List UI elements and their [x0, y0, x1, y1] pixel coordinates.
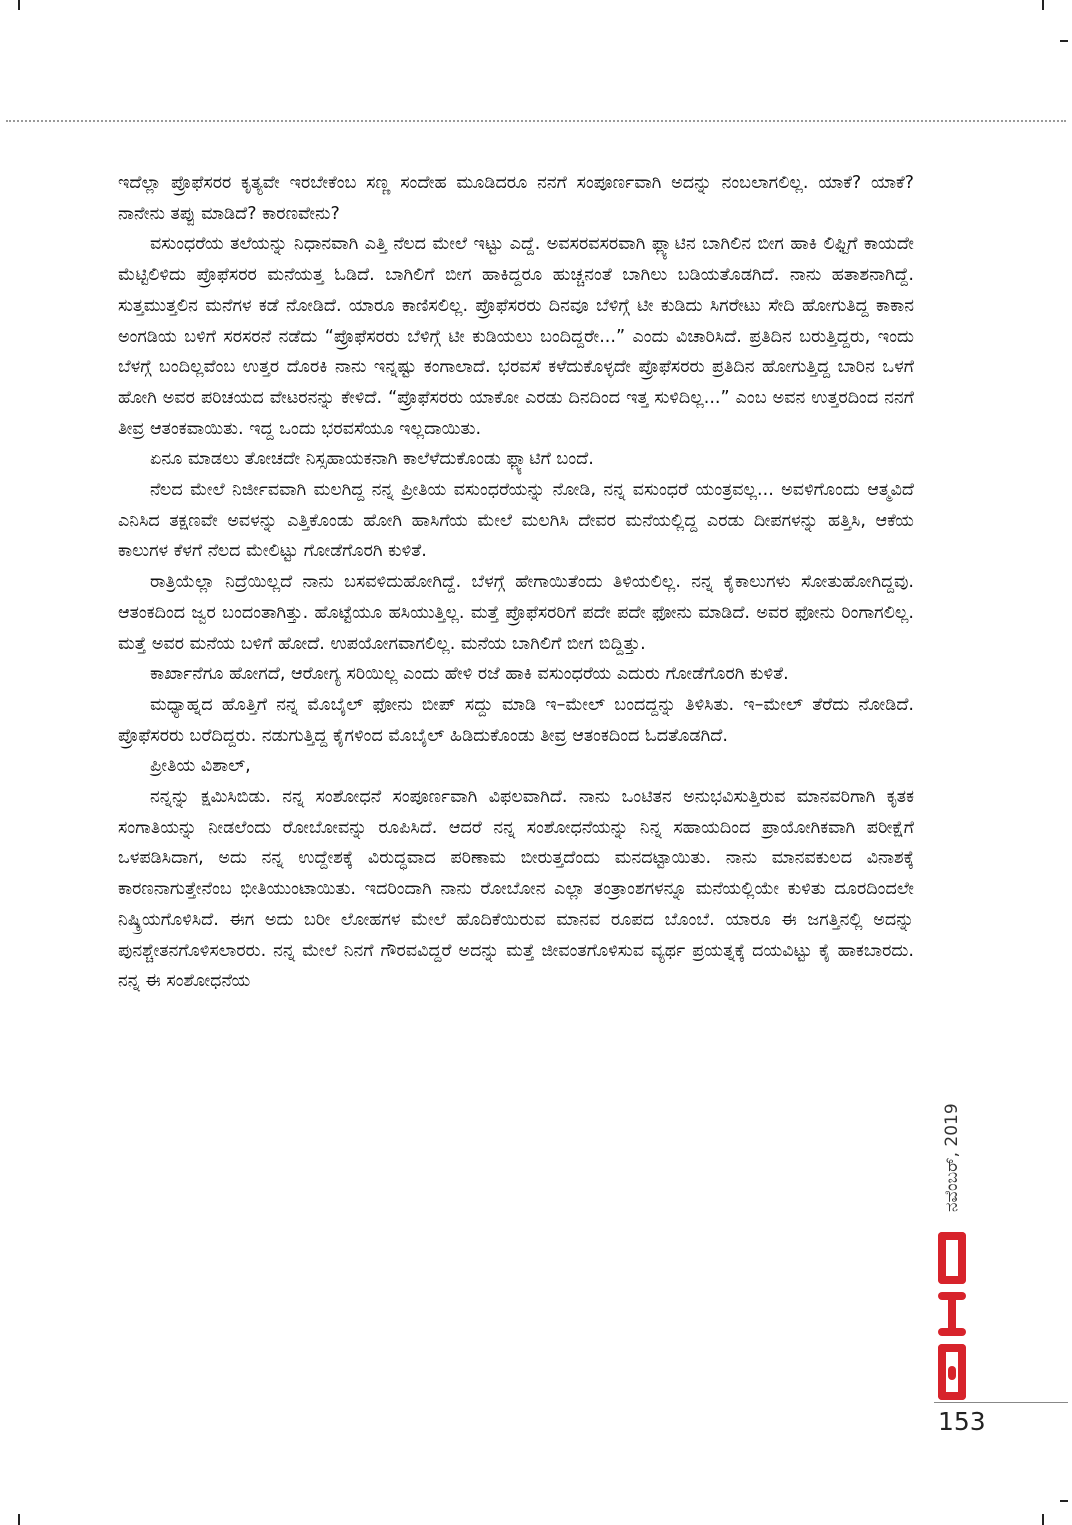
issue-date: ನವೆಂಬರ್, 2019: [942, 1103, 962, 1212]
crop-mark: [1060, 1500, 1068, 1502]
salutation: ಪ್ರೀತಿಯ ವಿಶಾಲ್,: [150, 756, 251, 777]
paragraph: ಕಾರ್ಖಾನೆಗೂ ಹೋಗದೆ, ಆರೋಗ್ಯ ಸರಿಯಿಲ್ಲ ಎಂದು ಹೇಳಿ ರಜೆ ಹಾಕಿ ವಸುಂಧರೆಯ ಎದುರು ಗೋಡೆಗೊರಗಿ ಕುಳಿತೆ.: [150, 664, 789, 685]
magazine-logo: [932, 1226, 972, 1406]
crop-mark: [18, 0, 20, 10]
paragraph: ನನ್ನನ್ನು ಕ್ಷಮಿಸಿಬಿಡು. ನನ್ನ ಸಂಶೋಧನೆ ಸಂಪೂರ್ಣವಾಗಿ ವಿಫಲವಾಗಿದೆ. ನಾನು ಒಂಟಿತನ ಅನುಭವಿಸುತ್ತಿರುವ ಮಾನವರಿಗಾಗಿ ಕೃತಕ ಸಂಗಾತಿಯನ್ನು ನೀಡಲೆಂದು ರೋಬೋವನ್ನು ರೂಪಿಸಿದೆ. ಆದರೆ ನನ್ನ ಸಂಶೋಧನೆಯನ್ನು ನಿನ್ನ ಸಹಾಯದಿಂದ ಪ್ರಾಯೋಗಿಕವಾಗಿ ಪರೀಕ್ಷೆಗೆ ಒಳಪಡಿಸಿದಾಗ, ಅದು ನನ್ನ ಉದ್ದೇಶಕ್ಕೆ ವಿರುದ್ಧವಾದ ಪರಿಣಾಮ ಬೀರುತ್ತದೆಂದು ಮನದಟ್ಟಾಯಿತು. ನಾನು ಮಾನವಕುಲದ ವಿನಾಶಕ್ಕೆ ಕಾರಣನಾಗುತ್ತೇನೆಂಬ ಭೀತಿಯುಂಟಾಯಿತು. ಇದರಿಂದಾಗಿ ನಾನು ರೋಬೋನ ಎಲ್ಲಾ ತಂತ್ರಾಂಶಗಳನ್ನೂ ಮನೆಯಲ್ಲಿಯೇ ಕುಳಿತು ದೂರದಿಂದಲೇ ನಿಷ್ಕ್ರಿಯಗೊಳಿಸಿದೆ. ಈಗ ಅದು ಬರೀ ಲೋಹಗಳ ಮೇಲೆ ಹೊದಿಕೆಯಿರುವ ಮಾನವ ರೂಪದ ಬೊಂಬೆ. ಯಾರೂ ಈ ಜಗತ್ತಿನಲ್ಲಿ ಅದನ್ನು ಪುನಶ್ಚೇತನಗೊಳಿಸಲಾರರು. ನನ್ನ ಮೇಲೆ ನಿನಗೆ ಗೌರವವಿದ್ದರೆ ಅದನ್ನು ಮತ್ತೆ ಜೀವಂತಗೊಳಿಸುವ ವ್ಯರ್ಥ ಪ್ರಯತ್ನಕ್ಕೆ ದಯವಿಟ್ಟು ಕೈ ಹಾಕಬಾರದು. ನನ್ನ ಈ ಸಂಶೋಧನೆಯ: [118, 787, 914, 992]
crop-mark: [18, 1514, 20, 1525]
magazine-sidebar: [928, 1080, 976, 1410]
paragraph: ಏನೂ ಮಾಡಲು ತೋಚದೇ ನಿಸ್ಸಹಾಯಕನಾಗಿ ಕಾಲೆಳೆದುಕೊಂಡು ಫ್ಲ್ಯಾಟಿಗೆ ಬಂದೆ.: [150, 449, 594, 470]
crop-mark: [1042, 1514, 1044, 1525]
paragraph: ಇದೆಲ್ಲಾ ಪ್ರೊಫೆಸರರ ಕೃತ್ಯವೇ ಇರಬೇಕೆಂಬ ಸಣ್ಣ ಸಂದೇಹ ಮೂಡಿದರೂ ನನಗೆ ಸಂಪೂರ್ಣವಾಗಿ ಅದನ್ನು ನಂಬಲಾಗಲಿಲ್ಲ. ಯಾಕೆ? ಯಾಕೆ? ನಾನೇನು ತಪ್ಪು ಮಾಡಿದೆ? ಕಾರಣವೇನು?: [118, 173, 914, 224]
paragraph: ನೆಲದ ಮೇಲೆ ನಿರ್ಜೀವವಾಗಿ ಮಲಗಿದ್ದ ನನ್ನ ಪ್ರೀತಿಯ ವಸುಂಧರೆಯನ್ನು ನೋಡಿ, ನನ್ನ ವಸುಂಧರೆ ಯಂತ್ರವಲ್ಲ... ಅವಳಿಗೊಂದು ಆತ್ಮವಿದೆ ಎನಿಸಿದ ತಕ್ಷಣವೇ ಅವಳನ್ನು ಎತ್ತಿಕೊಂಡು ಹೋಗಿ ಹಾಸಿಗೆಯ ಮೇಲೆ ಮಲಗಿಸಿ ದೇವರ ಮನೆಯಲ್ಲಿದ್ದ ಎರಡು ದೀಪಗಳನ್ನು ಹತ್ತಿಸಿ, ಆಕೆಯ ಕಾಲುಗಳ ಕೆಳಗೆ ನೆಲದ ಮೇಲಿಟ್ಟು ಗೋಡೆಗೊರಗಿ ಕುಳಿತೆ.: [118, 480, 914, 562]
crop-mark: [1060, 40, 1068, 42]
footer-divider: [934, 1402, 1068, 1403]
page-number: 153: [938, 1407, 986, 1436]
paragraph: ಮಧ್ಯಾಹ್ನದ ಹೊತ್ತಿಗೆ ನನ್ನ ಮೊಬೈಲ್ ಫೋನು ಬೀಪ್ ಸದ್ದು ಮಾಡಿ ಇ–ಮೇಲ್ ಬಂದದ್ದನ್ನು ತಿಳಿಸಿತು. ಇ–ಮೇಲ್ ತೆರೆದು ನೋಡಿದೆ. ಪ್ರೊಫೆಸರರು ಬರೆದಿದ್ದರು. ನಡುಗುತ್ತಿದ್ದ ಕೈಗಳಿಂದ ಮೊಬೈಲ್ ಹಿಡಿದುಕೊಂಡು ತೀವ್ರ ಆತಂಕದಿಂದ ಓದತೊಡಗಿದೆ.: [118, 694, 914, 746]
paragraph: ರಾತ್ರಿಯೆಲ್ಲಾ ನಿದ್ರೆಯಿಲ್ಲದೆ ನಾನು ಬಸವಳಿದುಹೋಗಿದ್ದೆ. ಬೆಳಗ್ಗೆ ಹೇಗಾಯಿತೆಂದು ತಿಳಿಯಲಿಲ್ಲ. ನನ್ನ ಕೈಕಾಲುಗಳು ಸೋತುಹೋಗಿದ್ದವು. ಆತಂಕದಿಂದ ಜ್ವರ ಬಂದಂತಾಗಿತ್ತು. ಹೊಟ್ಟೆಯೂ ಹಸಿಯುತ್ತಿಲ್ಲ. ಮತ್ತೆ ಪ್ರೊಫೆಸರರಿಗೆ ಪದೇ ಪದೇ ಫೋನು ಮಾಡಿದೆ. ಅವರ ಫೋನು ರಿಂಗಾಗಲಿಲ್ಲ. ಮತ್ತೆ ಅವರ ಮನೆಯ ಬಳಿಗೆ ಹೋದೆ. ಉಪಯೋಗವಾಗಲಿಲ್ಲ. ಮನೆಯ ಬಾಗಿಲಿಗೆ ಬೀಗ ಬಿದ್ದಿತ್ತು.: [118, 572, 914, 654]
crop-mark: [1042, 0, 1044, 10]
paragraph: ವಸುಂಧರೆಯ ತಲೆಯನ್ನು ನಿಧಾನವಾಗಿ ಎತ್ತಿ ನೆಲದ ಮೇಲೆ ಇಟ್ಟು ಎದ್ದೆ. ಅವಸರವಸರವಾಗಿ ಫ್ಲ್ಯಾಟಿನ ಬಾಗಿಲಿನ ಬೀಗ ಹಾಕಿ ಲಿಫ್ಟಿಗೆ ಕಾಯದೇ ಮೆಟ್ಟಿಲಿಳಿದು ಪ್ರೊಫೆಸರರ ಮನೆಯತ್ತ ಓಡಿದೆ. ಬಾಗಿಲಿಗೆ ಬೀಗ ಹಾಕಿದ್ದರೂ ಹುಚ್ಚನಂತೆ ಬಾಗಿಲು ಬಡಿಯತೊಡಗಿದೆ. ನಾನು ಹತಾಶನಾಗಿದ್ದೆ. ಸುತ್ತಮುತ್ತಲಿನ ಮನೆಗಳ ಕಡೆ ನೋಡಿದೆ. ಯಾರೂ ಕಾಣಿಸಲಿಲ್ಲ. ಪ್ರೊಫೆಸರರು ದಿನವೂ ಬೆಳಿಗ್ಗೆ ಟೀ ಕುಡಿದು ಸಿಗರೇಟು ಸೇದಿ ಹೋಗುತಿದ್ದ ಕಾಕಾನ ಅಂಗಡಿಯ ಬಳಿಗೆ ಸರಸರನೆ ನಡೆದು “ಪ್ರೊಫೆಸರರು ಬೆಳಿಗ್ಗೆ ಟೀ ಕುಡಿಯಲು ಬಂದಿದ್ದರೇ...” ಎಂದು ವಿಚಾರಿಸಿದೆ. ಪ್ರತಿದಿನ ಬರುತ್ತಿದ್ದರು, ಇಂದು ಬೆಳಗ್ಗೆ ಬಂದಿಲ್ಲವೆಂಬ ಉತ್ತರ ದೊರಕಿ ನಾನು ಇನ್ನಷ್ಟು ಕಂಗಾಲಾದೆ. ಭರವಸೆ ಕಳೆದುಕೊಳ್ಳದೇ ಪ್ರೊಫೆಸರರು ಪ್ರತಿದಿನ ಹೋಗುತ್ತಿದ್ದ ಬಾರಿನ ಒಳಗೆ ಹೋಗಿ ಅವರ ಪರಿಚಯದ ವೇಟರನನ್ನು ಕೇಳಿದೆ. “ಪ್ರೊಫೆಸರರು ಯಾಕೋ ಎರಡು ದಿನದಿಂದ ಇತ್ತ ಸುಳಿದಿಲ್ಲ...” ಎಂಬ ಅವನ ಉತ್ತರದಿಂದ ನನಗೆ ತೀವ್ರ ಆತಂಕವಾಯಿತು. ಇದ್ದ ಒಂದು ಭರವಸೆಯೂ ಇಲ್ಲದಾಯಿತು.: [118, 234, 914, 439]
header-divider: [6, 120, 1066, 122]
story-text: [118, 168, 914, 1406]
